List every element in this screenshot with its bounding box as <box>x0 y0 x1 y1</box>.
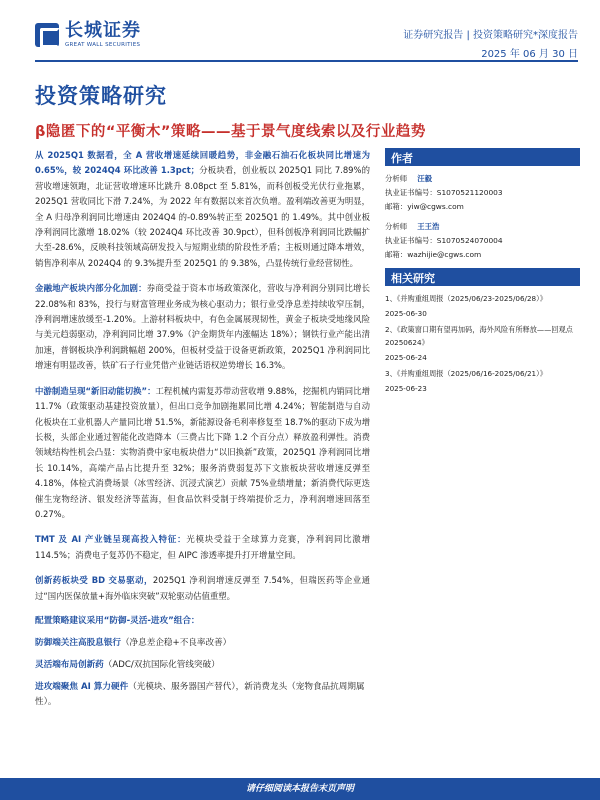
analyst-card <box>385 220 580 262</box>
analyst-name: 王王浩 <box>417 222 440 231</box>
paragraph-body: 工程机械内需复苏带动营收增 9.88%，挖掘机内销同比增 11.7%（政策驱动基建投资放量），但出口竞争加剧拖累同比增 4.24%；智能制造与自动化板块在工业机器人产量同比增 51.5%，新能源设备毛利率修复至 18.7%的驱动下成为增长极，头部企业通过智能化改造降本（三费占比下降 1.2 个百分点）释放盈利弹性。消费领域结构性机会凸显：实物消费中家电板块借力“以旧换新”政策，2025Q1 净利润同比增长 10.14%，高端产品占比提升至 32%；服务消费弱复苏下文旅板块营收增速反弹至 4.18%，体检式消费场景（冰雪经济、沉浸式演艺）贡献 75%业绩增量；新消费代际更迭催生宠物经济、银发经济等蓝海，但食品饮料受制于终端提价乏力，净利润增速回落至 0.27%。 <box>35 385 370 519</box>
brand-logo <box>35 22 141 48</box>
cert-label: 执业证书编号： <box>385 236 437 245</box>
strategy-item-head: 灵活端布局创新药 <box>35 659 104 670</box>
related-research-heading: 相关研究 <box>385 268 580 286</box>
paragraph-highlight: 创新药板块受 BD 交易驱动， <box>35 575 153 586</box>
header-meta <box>403 26 578 60</box>
related-report-date: 2025-06-23 <box>385 384 427 393</box>
page-header <box>0 0 600 62</box>
analyst-label: 分析师 <box>385 222 408 231</box>
paragraph <box>35 573 370 604</box>
logo-icon <box>35 23 59 47</box>
paragraph <box>35 281 370 373</box>
strategy-item-detail: （光模块、服务器国产替代），新消费龙头（宠物食品抗周期属性）。 <box>35 681 365 707</box>
paragraph-body: 分板块看，创业板以 2025Q1 同比 7.89%的营收增速领跑，北证营收增速环比跳升 8.08pct 至 5.81%，而科创板受光伏行业拖累，2025Q1 营收同比下滑 7.24%，为 2022 年有数据以来首次负增。盈利端改善更为明显，全 A 归母净利润同比增速由 2024Q4 的-0.89%转正至 2025Q1 的 1.49%。其中创业板净利润同比激增 18.02%（较 2024Q4 环比改善 30.9pct），但科创板净利润同比跌幅扩大至-28.6%，反映科技领域高研发投入与短期业绩的阶段性矛盾；主板则通过降本增效，销售净利率从 2024Q4 的 9.3%提升至 2025Q1 的 9.38%，凸显传统行业经营韧性。 <box>35 165 370 268</box>
sidebar <box>385 148 580 398</box>
paragraph <box>35 384 370 523</box>
cert-number: S1070524070004 <box>436 236 503 245</box>
report-title: β隐匿下的“平衡木”策略——基于景气度线索以及行业趋势 <box>35 124 426 140</box>
strategy-item <box>35 680 370 710</box>
authors-heading: 作者 <box>385 148 580 166</box>
related-report-date: 2025-06-30 <box>385 309 427 318</box>
header-divider <box>35 60 578 62</box>
strategy-item-detail: （净息差企稳+不良率改善） <box>120 637 232 648</box>
analyst-name: 汪毅 <box>417 174 432 183</box>
related-report-link[interactable]: 2、《政策窗口期有望再加码，海外风险有所释放——回观点 20250624》 <box>385 325 573 347</box>
paragraph-body: 光模块受益于全球算力竞赛，净利润同比激增 114.5%；消费电子复苏仍不稳定，但 AIPC 渗透率提升打开增量空间。 <box>35 534 371 560</box>
cert-number: S1070521120003 <box>436 188 503 197</box>
brand-name-en: GREAT WALL SECURITIES <box>65 42 141 48</box>
strategy-item-detail: （ADC/双抗国际化管线突破） <box>103 659 220 670</box>
strategy-item-head: 进攻端聚焦 AI 算力硬件 <box>35 681 129 692</box>
report-date: 2025 年 06 月 30 日 <box>481 49 578 60</box>
report-category: 证券研究报告 | 投资策略研究*深度报告 <box>403 30 578 41</box>
analyst-email[interactable]: yiw@cgws.com <box>407 202 464 211</box>
analyst-email[interactable]: wazhijie@cgws.com <box>407 250 482 259</box>
main-content <box>35 148 370 717</box>
report-type: 投资策略研究 <box>35 84 167 108</box>
mail-label: 邮箱： <box>385 202 408 211</box>
strategy-item <box>35 658 370 673</box>
paragraph-highlight: TMT 及 AI 产业链呈现高投入特征： <box>35 534 187 545</box>
strategy-item-head: 防御端关注高股息银行 <box>35 637 121 648</box>
related-report-date: 2025-06-24 <box>385 353 427 362</box>
footer-disclaimer: 请仔细阅读本报告末页声明 <box>245 784 354 794</box>
paragraph-highlight: 中游制造呈现“新旧动能切换”： <box>35 385 156 396</box>
paragraph <box>35 148 370 271</box>
analyst-card <box>385 172 580 214</box>
related-report-link[interactable]: 3、《并购重组周报（2025/06/16-2025/06/21）》 <box>385 369 547 378</box>
paragraph-highlight: 金融地产板块内部分化加剧： <box>35 283 147 294</box>
paragraph <box>35 532 370 563</box>
related-report-link[interactable]: 1、《并购重组周报（2025/06/23-2025/06/28）》 <box>385 294 547 303</box>
strategy-intro: 配置策略建议采用“防御-灵活-进攻”组合： <box>35 615 200 626</box>
mail-label: 邮箱： <box>385 250 408 259</box>
cert-label: 执业证书编号： <box>385 188 437 197</box>
analyst-label: 分析师 <box>385 174 408 183</box>
paragraph-highlight: 从 2025Q1 数据看，全 A 营收增速延续回暖趋势，非金融石油石化板块同比增速为 0.65%，较 2024Q4 环比改善 1.3pct； <box>35 150 370 176</box>
brand-name-cn: 长城证券 <box>65 20 141 41</box>
paragraph-body: 2025Q1 净利润增速反弹至 7.54%，但瑞医药等企业通过“国内医保放量+海外临床突破”双轮驱动估值重塑。 <box>35 575 370 601</box>
strategy-item <box>35 636 370 651</box>
paragraph-body: 券商受益于资本市场政策深化，营收与净利润分别同比增长 22.08%和 83%，投行与财富管理业务成为核心驱动力；银行业受净息差持续收窄压制，净利润增速放缓至-1.20%。上游材料板块中，有色金属展现韧性，黄金子板块受地缘风险与美元趋弱驱动，净利润同比增 37.9%（沪金期货年内涨幅达 18%）；钢铁行业产能出清加速，普钢板块净利润跳幅超 200%，但板材受益于设备更新政策，2025Q1 净利润同比增速有明显改善，铁矿石子行业凭借产业链话语权逆势增长 16.3%。 <box>35 283 371 371</box>
